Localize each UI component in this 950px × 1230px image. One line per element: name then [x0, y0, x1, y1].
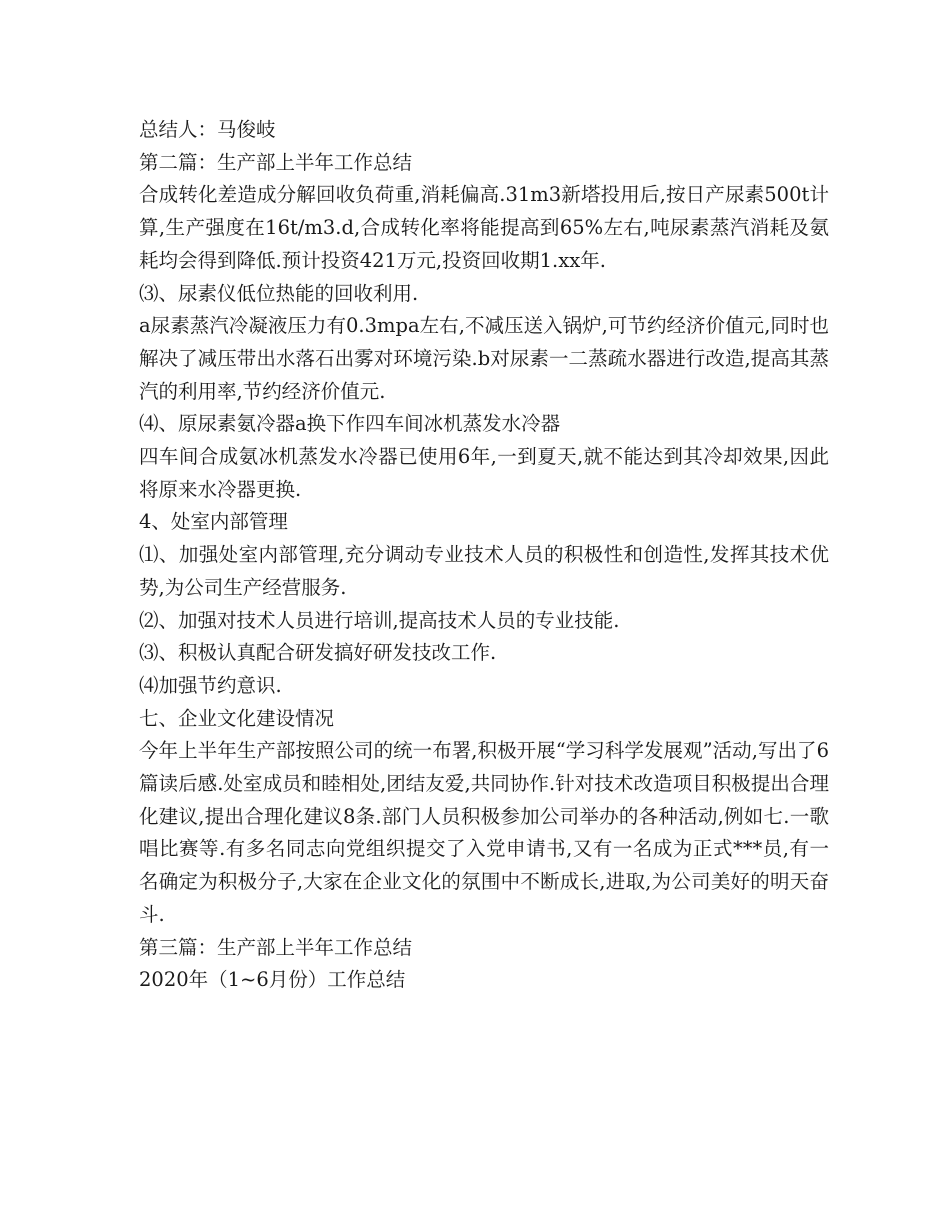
section-title-part-two: 第二篇：生产部上半年工作总结: [139, 150, 413, 174]
list-item-management-4: ⑷加强节约意识.: [139, 673, 282, 697]
paragraph-urea-condensate: a尿素蒸汽冷凝液压力有0.3mpa左右,不减压送入锅炉,可节约经济价值元,同时也解决了减压带出水落石出雾对环境污染.b对尿素一二蒸疏水器进行改造,提高其蒸汽的利用率,节约经济价值元.: [139, 314, 829, 403]
summarizer-line: 总结人：马俊岐: [139, 118, 276, 141]
list-item-management-2: ⑵、加强对技术人员进行培训,提高技术人员的专业技能.: [139, 608, 620, 632]
section-heading-corporate-culture: 七、企业文化建设情况: [139, 706, 335, 730]
subtitle-period: 2020年（1~6月份）工作总结: [139, 968, 406, 992]
section-title-part-three: 第三篇：生产部上半年工作总结: [139, 935, 413, 959]
document-body: [139, 114, 829, 997]
paragraph-cooler-replacement: 四车间合成氨冰机蒸发水冷器已使用6年,一到夏天,就不能达到其冷却效果,因此将原来水冷器更换.: [139, 445, 829, 501]
item-heading-urea-heat-recovery: ⑶、尿素仪低位热能的回收利用.: [139, 281, 419, 305]
item-heading-ammonia-cooler: ⑷、原尿素氨冷器a换下作四车间冰机蒸发水冷器: [139, 412, 561, 436]
paragraph-synthesis-conversion: 合成转化差造成分解回收负荷重,消耗偏高.31m3新塔投用后,按日产尿素500t计算,生产强度在16t/m3.d,合成转化率将能提高到65%左右,吨尿素蒸汽消耗及氨耗均会得到降低.预计投资421万元,投资回收期1.xx年.: [139, 183, 829, 272]
list-item-management-1: ⑴、加强处室内部管理,充分调动专业技术人员的积极性和创造性,发挥其技术优势,为公司生产经营服务.: [139, 543, 829, 599]
paragraph-corporate-culture: 今年上半年生产部按照公司的统一布署,积极开展“学习科学发展观”活动,写出了6篇读后感.处室成员和睦相处,团结友爱,共同协作.针对技术改造项目积极提出合理化建议,提出合理化建议8条.部门人员积极参加公司举办的各种活动,例如七.一歌唱比赛等.有多名同志向党组织提交了入党申请书,又有一名成为正式***员,有一名确定为积极分子,大家在企业文化的氛围中不断成长,进取,为公司美好的明天奋斗.: [139, 739, 829, 926]
list-item-management-3: ⑶、积极认真配合研发搞好研发技改工作.: [139, 641, 497, 665]
section-heading-internal-management: 4、处室内部管理: [139, 510, 288, 534]
